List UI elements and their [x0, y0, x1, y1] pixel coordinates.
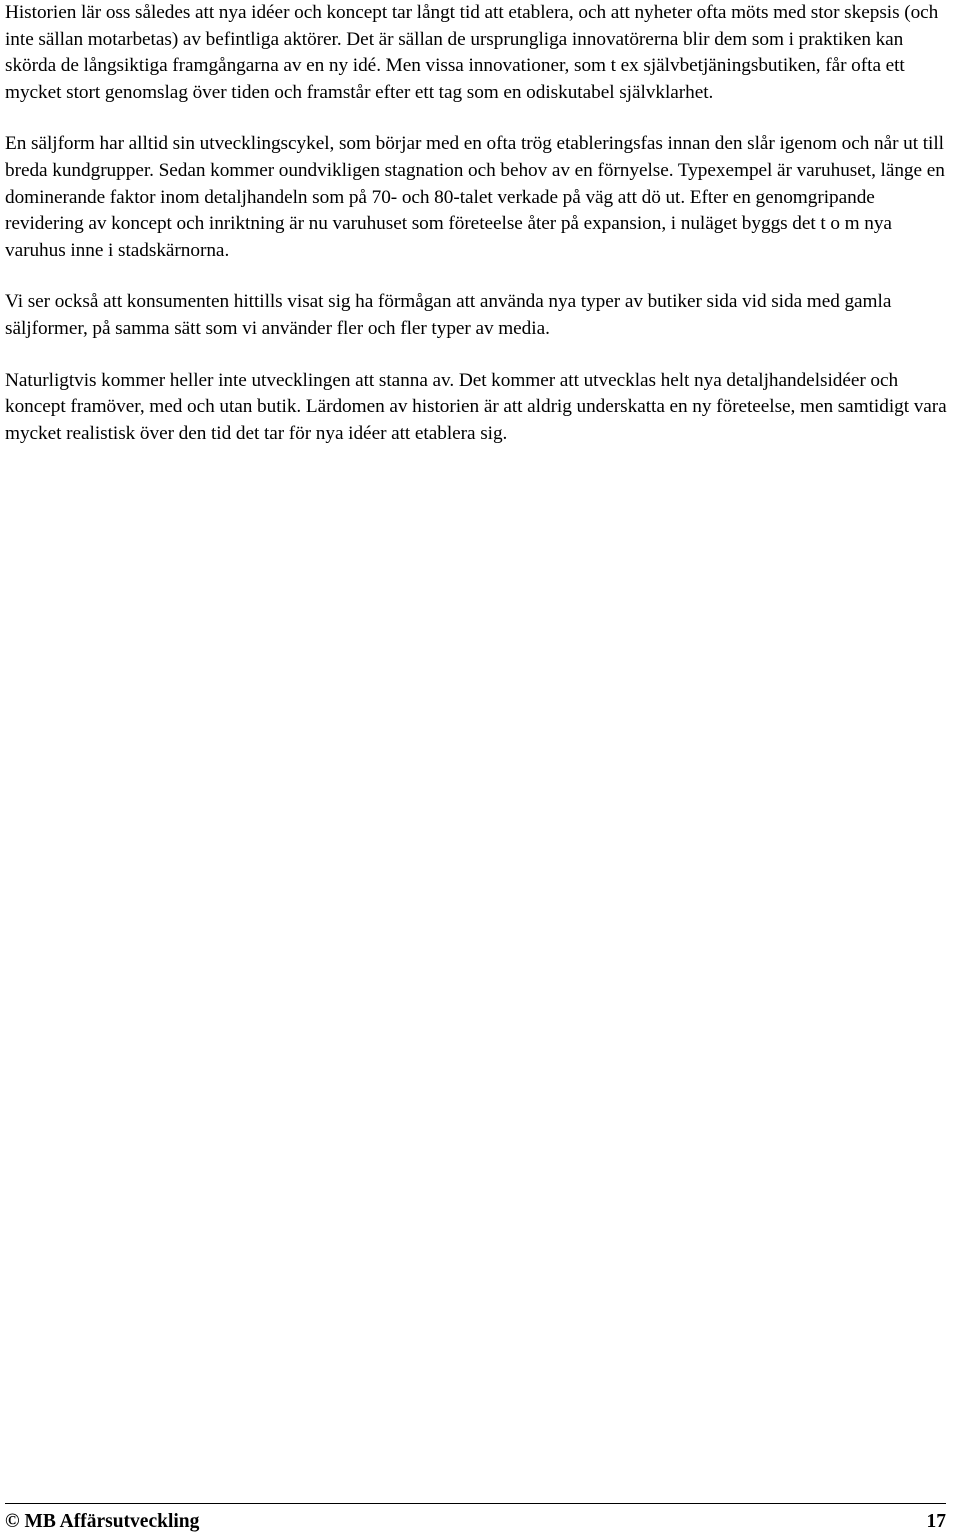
page-number: 17 [926, 1511, 946, 1532]
paragraph-4: Naturligtvis kommer heller inte utvecklingen att stanna av. Det kommer att utvecklas helt nya detaljhandelsidéer och koncept framöver, med och utan butik. Lärdomen av historien är att aldrig underskatta en ny företeelse, men samtidigt vara mycket realistisk över den tid det tar för nya idéer att etablera sig. [5, 369, 947, 444]
paragraph-2: En säljform har alltid sin utvecklingscykel, som börjar med en ofta trög etableringsfas innan den slår igenom och når ut till breda kundgrupper. Sedan kommer oundvikligen stagnation och behov av en förnyelse. Typexempel är varuhuset, länge en dominerande faktor inom detaljhandeln som på 70- och 80-talet verkade på väg att dö ut. Efter en genomgripande revidering av koncept och inriktning är nu varuhuset som företeelse åter på expansion, i nuläget byggs det t o m nya varuhus inne i stadskärnorna. [5, 133, 945, 261]
document-body [5, 0, 950, 472]
paragraph-3: Vi ser också att konsumenten hittills visat sig ha förmågan att använda nya typer av butiker sida vid sida med gamla säljformer, på samma sätt som vi använder fler och fler typer av media. [5, 291, 892, 339]
page-footer [5, 1503, 946, 1535]
paragraph-1: Historien lär oss således att nya idéer och koncept tar långt tid att etablera, och att nyheter ofta möts med stor skepsis (och inte sällan motarbetas) av befintliga aktörer. Det är sällan de ursprungliga innovatörerna blir dem som i praktiken kan skörda de långsiktiga framgångarna av en ny idé. Men vissa innovationer, som t ex självbetjäningsbutiken, får ofta ett mycket stort genomslag över tiden och framstår efter ett tag som en odiskutabel självklarhet. [5, 2, 939, 103]
footer-copyright: © MB Affärsutveckling [5, 1511, 200, 1532]
